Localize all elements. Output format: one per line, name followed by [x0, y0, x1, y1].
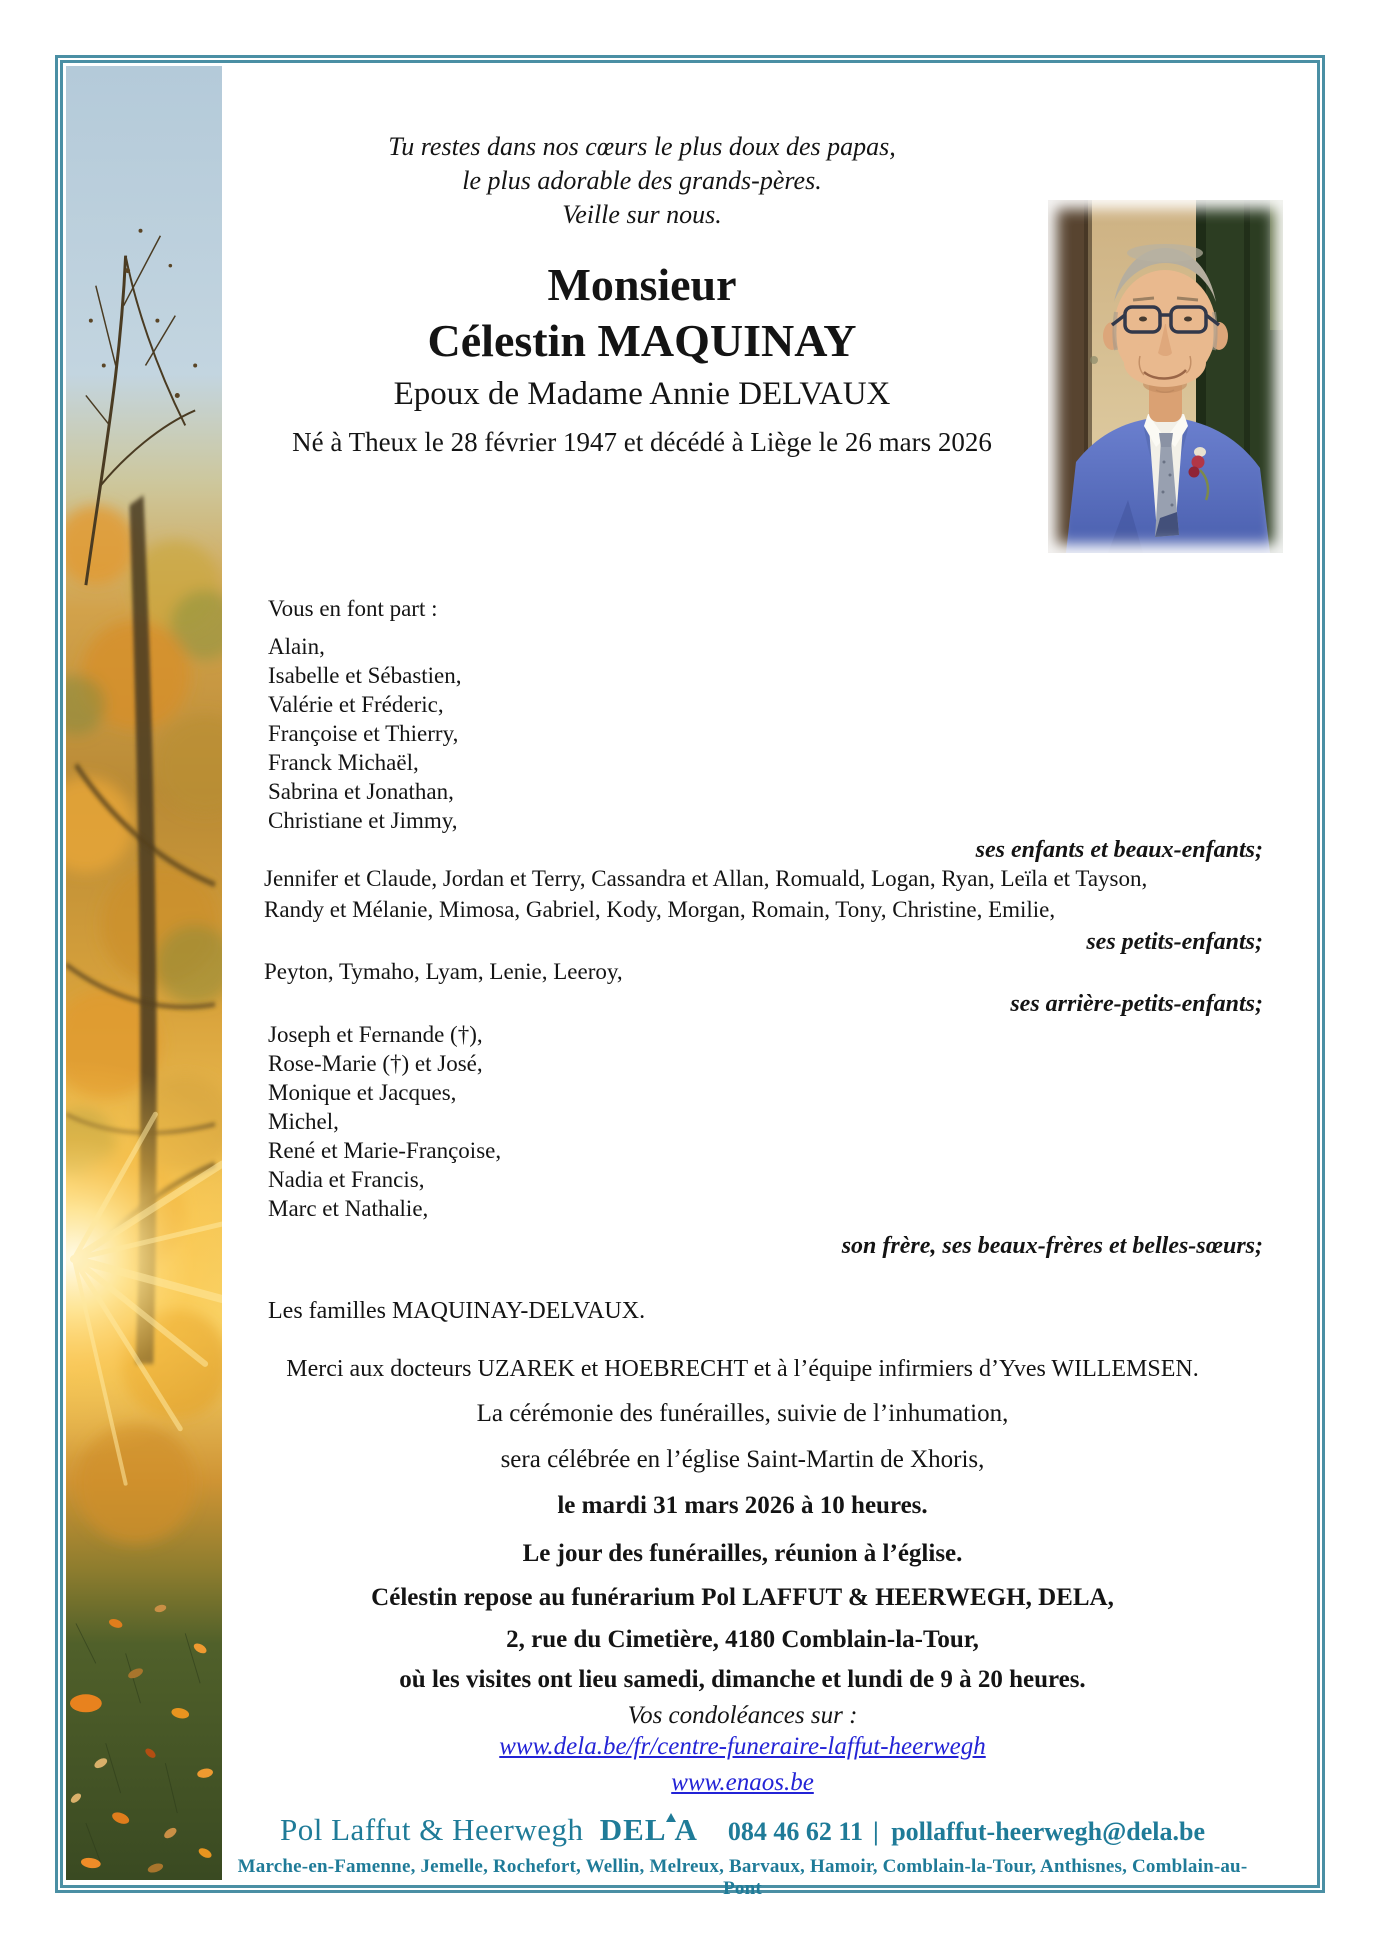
list-item: Michel, — [268, 1109, 339, 1134]
footer-locations: Marche-en-Famenne, Jemelle, Rochefort, Wellin, Melreux, Barvaux, Hamoir, Comblain-la-Tour, Anthisnes, Comblain-au-Pont — [237, 1856, 1248, 1899]
portrait-photo — [1048, 200, 1283, 553]
repose-address-line: 2, rue du Cimetière, 4180 Comblain-la-Tour, — [506, 1626, 979, 1653]
footer-phone: 084 46 62 11 — [727, 1817, 863, 1846]
list-item: Sabrina et Jonathan, — [268, 779, 454, 804]
families-line: Les familles MAQUINAY-DELVAUX. — [268, 1298, 646, 1324]
children-relation-label: ses enfants et beaux-enfants; — [975, 837, 1263, 863]
list-item: Isabelle et Sébastien, — [268, 663, 462, 688]
condolences-link-wrap — [222, 1768, 1263, 1798]
meeting-line: Le jour des funérailles, réunion à l’église. — [522, 1540, 963, 1567]
list-item: René et Marie-Françoise, — [268, 1138, 502, 1163]
opening-quote — [222, 130, 1062, 232]
list-item: Monique et Jacques, — [268, 1080, 457, 1105]
grandchildren-line: Randy et Mélanie, Mimosa, Gabriel, Kody, Morgan, Romain, Tony, Christine, Emilie, — [264, 897, 1056, 922]
great-grandchildren-relation-label: ses arrière-petits-enfants; — [1010, 991, 1263, 1017]
deceased-name: Célestin MAQUINAY — [427, 315, 857, 366]
brand-spacer — [588, 1812, 596, 1847]
condolences-label: Vos condoléances sur : — [627, 1702, 858, 1729]
list-item: Marc et Nathalie, — [268, 1196, 429, 1221]
funeral-home-brand: Pol Laffut & Heerwegh — [280, 1812, 584, 1847]
dela-logo-suffix: A — [674, 1812, 698, 1847]
deceased-title: Monsieur — [547, 259, 737, 310]
visits-line: où les visites ont lieu samedi, dimanche et lundi de 9 à 20 heures. — [399, 1666, 1086, 1693]
list-item: Nadia et Francis, — [268, 1167, 425, 1192]
repose-line: Célestin repose au funérarium Pol LAFFUT & HEERWEGH, DELA, — [371, 1584, 1114, 1611]
list-item: Joseph et Fernande (†), — [268, 1022, 483, 1047]
announcement-intro: Vous en font part : — [268, 596, 438, 621]
list-item: Christiane et Jimmy, — [268, 808, 458, 833]
ceremony-line: sera célébrée en l’église Saint-Martin de Xhoris, — [500, 1446, 985, 1473]
ceremony-line: La cérémonie des funérailles, suivie de l’inhumation, — [476, 1400, 1009, 1427]
ceremony-date-line: le mardi 31 mars 2026 à 10 heures. — [557, 1492, 928, 1519]
children-list — [268, 632, 462, 835]
quote-line: Tu restes dans nos cœurs le plus doux des papas, — [388, 132, 896, 161]
siblings-relation-label: son frère, ses beaux-frères et belles-sœurs; — [841, 1233, 1263, 1259]
portrait-art — [1048, 200, 1283, 553]
thanks-line: Merci aux docteurs UZAREK et HOEBRECHT et à l’équipe infirmiers d’Yves WILLEMSEN. — [286, 1356, 1199, 1382]
spouse-line: Epoux de Madame Annie DELVAUX — [393, 376, 891, 412]
grandchildren-line: Jennifer et Claude, Jordan et Terry, Cassandra et Allan, Romuald, Logan, Ryan, Leïla et Tayson, — [264, 866, 1148, 891]
list-item: Rose-Marie (†) et José, — [268, 1051, 483, 1076]
quote-line: Veille sur nous. — [562, 200, 722, 229]
footer-email[interactable]: pollaffut-heerwegh@dela.be — [891, 1817, 1205, 1846]
condolences-link-dela[interactable]: www.dela.be/fr/centre-funeraire-laffut-heerwegh — [499, 1733, 986, 1760]
list-item: Alain, — [268, 634, 325, 659]
autumn-photo-strip — [66, 66, 222, 1880]
dela-logo-prefix: DEL — [599, 1812, 667, 1847]
list-item: Françoise et Thierry, — [268, 721, 459, 746]
list-item: Valérie et Fréderic, — [268, 692, 444, 717]
siblings-list — [268, 1020, 501, 1223]
condolences-link-enaos[interactable]: www.enaos.be — [671, 1769, 814, 1796]
quote-line: le plus adorable des grands-pères. — [462, 166, 822, 195]
condolences-link-wrap — [222, 1732, 1263, 1762]
great-grandchildren-line: Peyton, Tymaho, Lyam, Lenie, Leeroy, — [264, 959, 623, 984]
list-item: Franck Michaël, — [268, 750, 419, 775]
autumn-strip-art — [66, 66, 222, 1880]
footer-separator: | — [872, 1817, 886, 1846]
birth-death-line: Né à Theux le 28 février 1947 et décédé à Liège le 26 mars 2026 — [292, 427, 992, 457]
footer-brand-line — [222, 1812, 1263, 1848]
grandchildren-relation-label: ses petits-enfants; — [1086, 929, 1263, 955]
